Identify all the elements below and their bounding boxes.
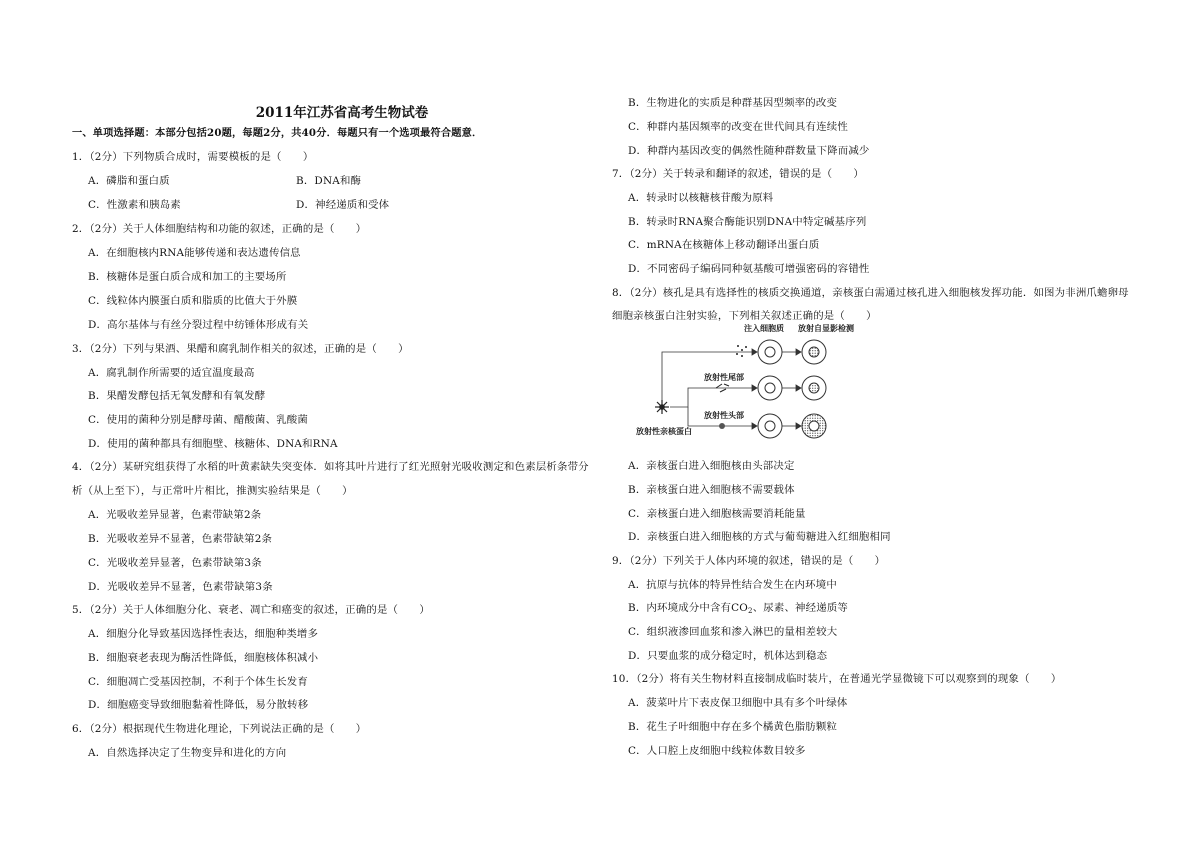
q2-option-a: A．在细胞核内RNA能够传递和表达遗传信息 [88,247,301,259]
q2-option-b: B．核糖体是蛋白质合成和加工的主要场所 [88,271,287,283]
label-radioactive-tail: 放射性尾部 [704,373,744,382]
injected-protein-dots [736,345,747,357]
q6-option-b: B．生物进化的实质是种群基因型频率的改变 [628,97,838,109]
q7-stem: 7．（2分）关于转录和翻译的叙述，错误的是（ ） [612,168,865,180]
q7-option-c: C．mRNA在核糖体上移动翻译出蛋白质 [628,239,820,251]
q4-option-a: A．光吸收差异显著，色素带缺第2条 [88,509,262,521]
q3-stem: 3．（2分）下列与果酒、果醋和腐乳制作相关的叙述，正确的是（ ） [72,343,409,355]
label-radioactive-protein: 放射性亲核蛋白 [636,427,692,436]
q1-stem: 1．（2分）下列物质合成时，需要模板的是（ ） [72,151,314,163]
q8-option-b: B．亲核蛋白进入细胞核不需要载体 [628,484,795,496]
q10-option-b: B．花生子叶细胞中存在多个橘黄色脂肪颗粒 [628,721,838,733]
q5-option-b: B．细胞衰老表现为酶活性降低，细胞核体积减小 [88,652,319,664]
q9-option-d: D．只要血浆的成分稳定时，机体达到稳态 [628,650,828,662]
q6-stem: 6．（2分）根据现代生物进化理论，下列说法正确的是（ ） [72,723,367,735]
q1-option-b: B．DNA和酶 [296,175,362,187]
q1-option-a: A．磷脂和蛋白质 [88,175,170,187]
q6-option-c: C．种群内基因频率的改变在世代间具有连续性 [628,121,848,133]
cells-injected [758,340,782,438]
cells-detected [802,340,826,438]
label-autoradiography: 放射自显影检测 [798,324,854,333]
head-fragment-icon [719,423,725,429]
q7-option-a: A．转录时以核糖核苷酸为原料 [628,192,774,204]
q10-option-c: C．人口腔上皮细胞中线粒体数目较多 [628,745,806,757]
q2-option-c: C．线粒体内膜蛋白质和脂质的比值大于外膜 [88,295,298,307]
label-radioactive-head: 放射性头部 [704,411,744,420]
q4-stem-line2: 析（从上至下），与正常叶片相比，推测实验结果是（ ） [72,485,353,497]
q10-stem: 10．（2分）将有关生物材料直接制成临时装片，在普通光学显微镜下可以观察到的现象（ ） [612,673,1062,685]
q3-option-c: C．使用的菌种分别是酵母菌、醋酸菌、乳酸菌 [88,414,308,426]
page-title: 2011年江苏省高考生物试卷 [255,105,429,121]
figure-diagram [634,322,864,448]
q8-option-a: A．亲核蛋白进入细胞核由头部决定 [628,460,795,472]
q2-stem: 2．（2分）关于人体细胞结构和功能的叙述，正确的是（ ） [72,223,367,235]
q3-option-b: B．果醋发酵包括无氧发酵和有氧发酵 [88,390,266,402]
q9-option-a: A．抗原与抗体的特异性结合发生在内环境中 [628,579,837,591]
q2-option-d: D．高尔基体与有丝分裂过程中纺锤体形成有关 [88,319,309,331]
q9-stem: 9．（2分）下列关于人体内环境的叙述，错误的是（ ） [612,555,886,567]
nuclear-protein-figure [634,322,864,448]
label-inject-cytoplasm: 注入细胞质 [744,324,784,333]
q5-option-d: D．细胞癌变导致细胞黏着性降低，易分散转移 [88,699,309,711]
q3-option-a: A．腐乳制作所需要的适宜温度最高 [88,367,255,379]
q3-option-d: D．使用的菌种都具有细胞壁、核糖体、DNA和RNA [88,438,338,450]
q4-option-c: C．光吸收差异显著，色素带缺第3条 [88,557,262,569]
q10-option-a: A．菠菜叶片下表皮保卫细胞中具有多个叶绿体 [628,697,848,709]
q1-option-c: C．性激素和胰岛素 [88,199,181,211]
q5-option-c: C．细胞凋亡受基因控制，不利于个体生长发育 [88,676,308,688]
q1-option-d: D．神经递质和受体 [296,199,390,211]
q4-option-d: D．光吸收差异不显著，色素带缺第3条 [88,581,273,593]
q9-option-b-rest: 、尿素、神经递质等 [752,602,849,614]
q5-stem: 5．（2分）关于人体细胞分化、衰老、凋亡和癌变的叙述，正确的是（ ） [72,604,430,616]
q8-option-c: C．亲核蛋白进入细胞核需要消耗能量 [628,508,806,520]
section-heading: 一、单项选择题：本部分包括20题，每题2分，共40分．每题只有一个选项最符合题意． [72,127,483,139]
q7-option-b: B．转录时RNA聚合酶能识别DNA中特定碱基序列 [628,216,867,228]
q9-option-b [628,601,848,618]
q9-option-b-subscript: 2 [748,607,753,615]
protein-star-icon [655,400,669,414]
q7-option-d: D．不同密码子编码同种氨基酸可增强密码的容错性 [628,263,870,275]
q6-option-d: D．种群内基因改变的偶然性随种群数量下降而减少 [628,145,870,157]
q4-stem-line1: 4．（2分）某研究组获得了水稻的叶黄素缺失突变体．如将其叶片进行了红光照射光吸收测定和色素层析条带分 [72,461,589,473]
q9-option-b-text: B．内环境成分中含有CO [628,602,749,614]
q6-option-a: A．自然选择决定了生物变异和进化的方向 [88,747,287,759]
q8-stem-line1: 8．（2分）核孔是具有选择性的核质交换通道，亲核蛋白需通过核孔进入细胞核发挥功能．如图为非洲爪蟾卵母 [612,287,1129,299]
q9-option-c: C．组织液渗回血浆和渗入淋巴的量相差较大 [628,626,838,638]
q8-stem-line2: 细胞亲核蛋白注射实验，下列相关叙述正确的是（ ） [612,310,877,322]
q5-option-a: A．细胞分化导致基因选择性表达，细胞种类增多 [88,628,319,640]
q8-option-d: D．亲核蛋白进入细胞核的方式与葡萄糖进入红细胞相同 [628,531,891,543]
q4-option-b: B．光吸收差异不显著，色素带缺第2条 [88,533,273,545]
